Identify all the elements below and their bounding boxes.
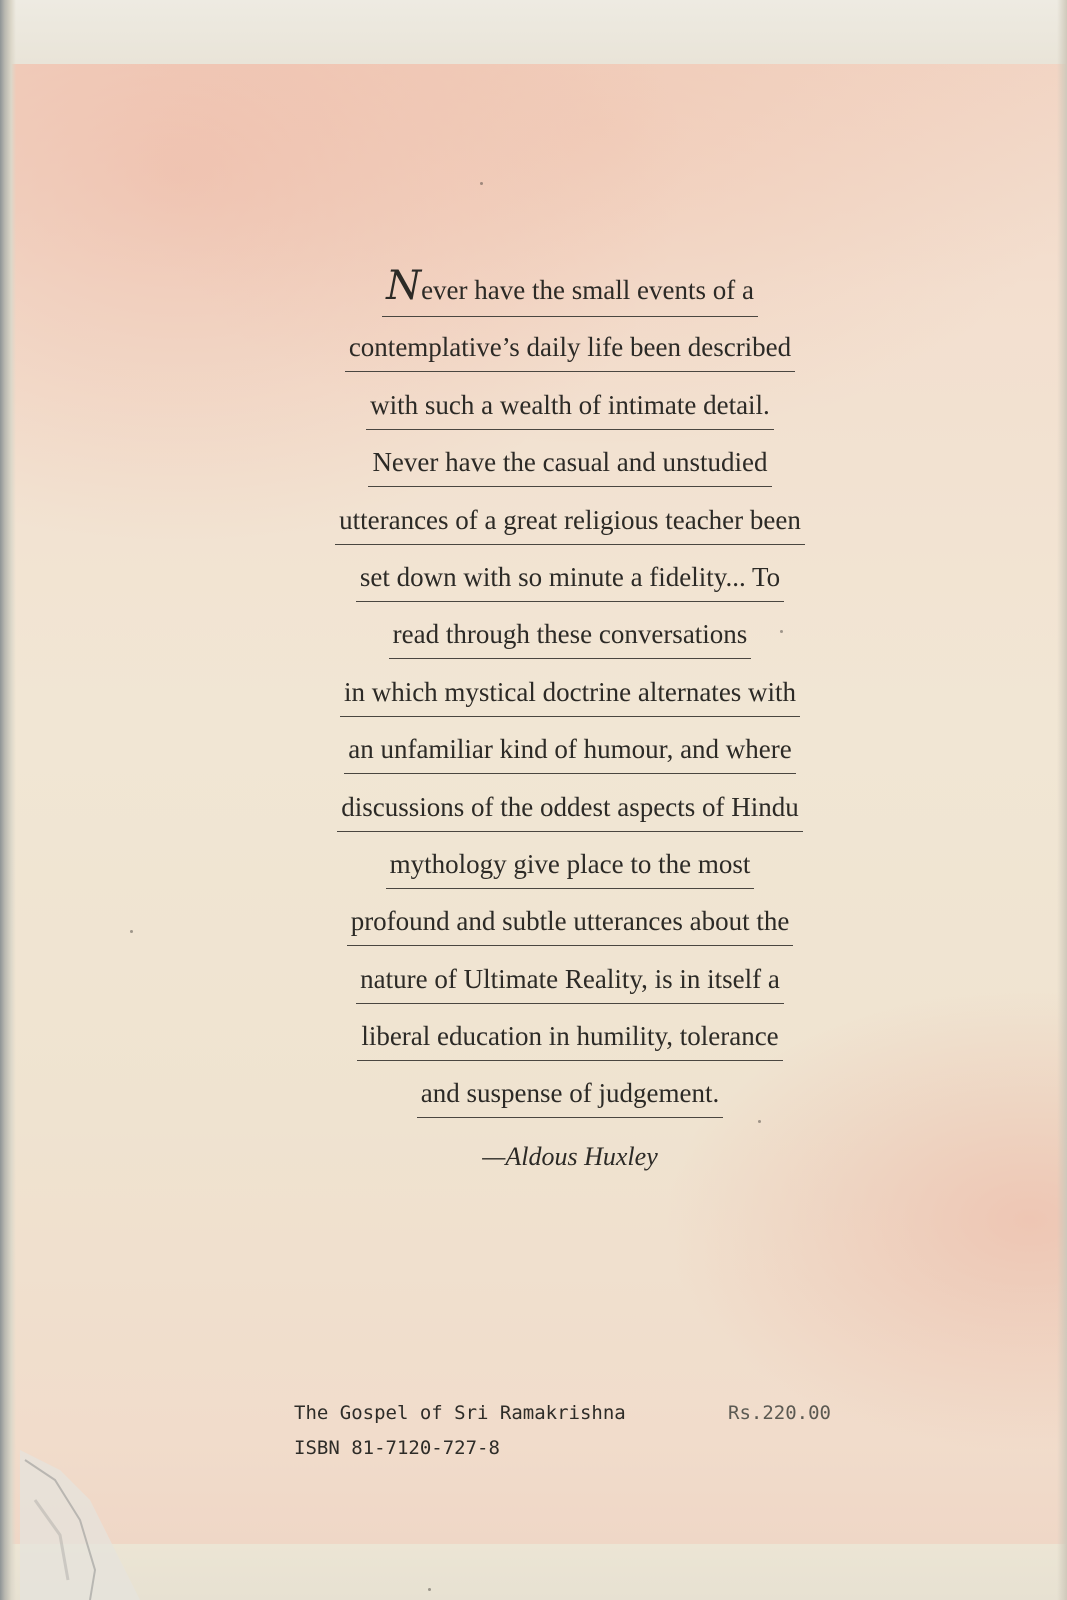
quote-line: set down with so minute a fidelity... To xyxy=(300,549,840,606)
paper-speck xyxy=(780,630,783,633)
bottom-worn-band xyxy=(0,1544,1067,1600)
quote-line: with such a wealth of intimate detail. xyxy=(300,377,840,434)
quote-line: nature of Ultimate Reality, is in itself a xyxy=(300,951,840,1008)
quote-line: utterances of a great religious teacher been xyxy=(300,492,840,549)
isbn: ISBN 81-7120-727-8 xyxy=(294,1437,500,1459)
top-worn-band xyxy=(0,0,1067,64)
price: Rs.220.00 xyxy=(728,1402,831,1424)
quote-line: and suspense of judgement. xyxy=(300,1065,840,1122)
paper-speck xyxy=(758,1120,761,1123)
quote-line: read through these conversations xyxy=(300,606,840,663)
quote-line: mythology give place to the most xyxy=(300,836,840,893)
dropcap-n: N xyxy=(386,263,422,309)
quote-line: liberal education in humility, tolerance xyxy=(300,1008,840,1065)
quote-line xyxy=(300,262,840,319)
quote-line: discussions of the oddest aspects of Hindu xyxy=(300,779,840,836)
quote-line: profound and subtle utterances about the xyxy=(300,893,840,950)
paper-speck xyxy=(428,1588,431,1591)
huxley-quote xyxy=(300,262,840,1123)
paper-speck xyxy=(480,182,483,185)
quote-line: an unfamiliar kind of humour, and where xyxy=(300,721,840,778)
quote-line: contemplative’s daily life been described xyxy=(300,319,840,376)
quote-attribution: —Aldous Huxley xyxy=(482,1142,658,1171)
right-edge xyxy=(1057,0,1067,1600)
quote-line: in which mystical doctrine alternates with xyxy=(300,664,840,721)
paper-speck xyxy=(130,930,133,933)
book-info xyxy=(294,1396,626,1466)
book-title: The Gospel of Sri Ramakrishna xyxy=(294,1402,626,1424)
spine-edge xyxy=(0,0,16,1600)
quote-line: Never have the casual and unstudied xyxy=(300,434,840,491)
quote-first-line: ever have the small events of a xyxy=(421,275,754,305)
